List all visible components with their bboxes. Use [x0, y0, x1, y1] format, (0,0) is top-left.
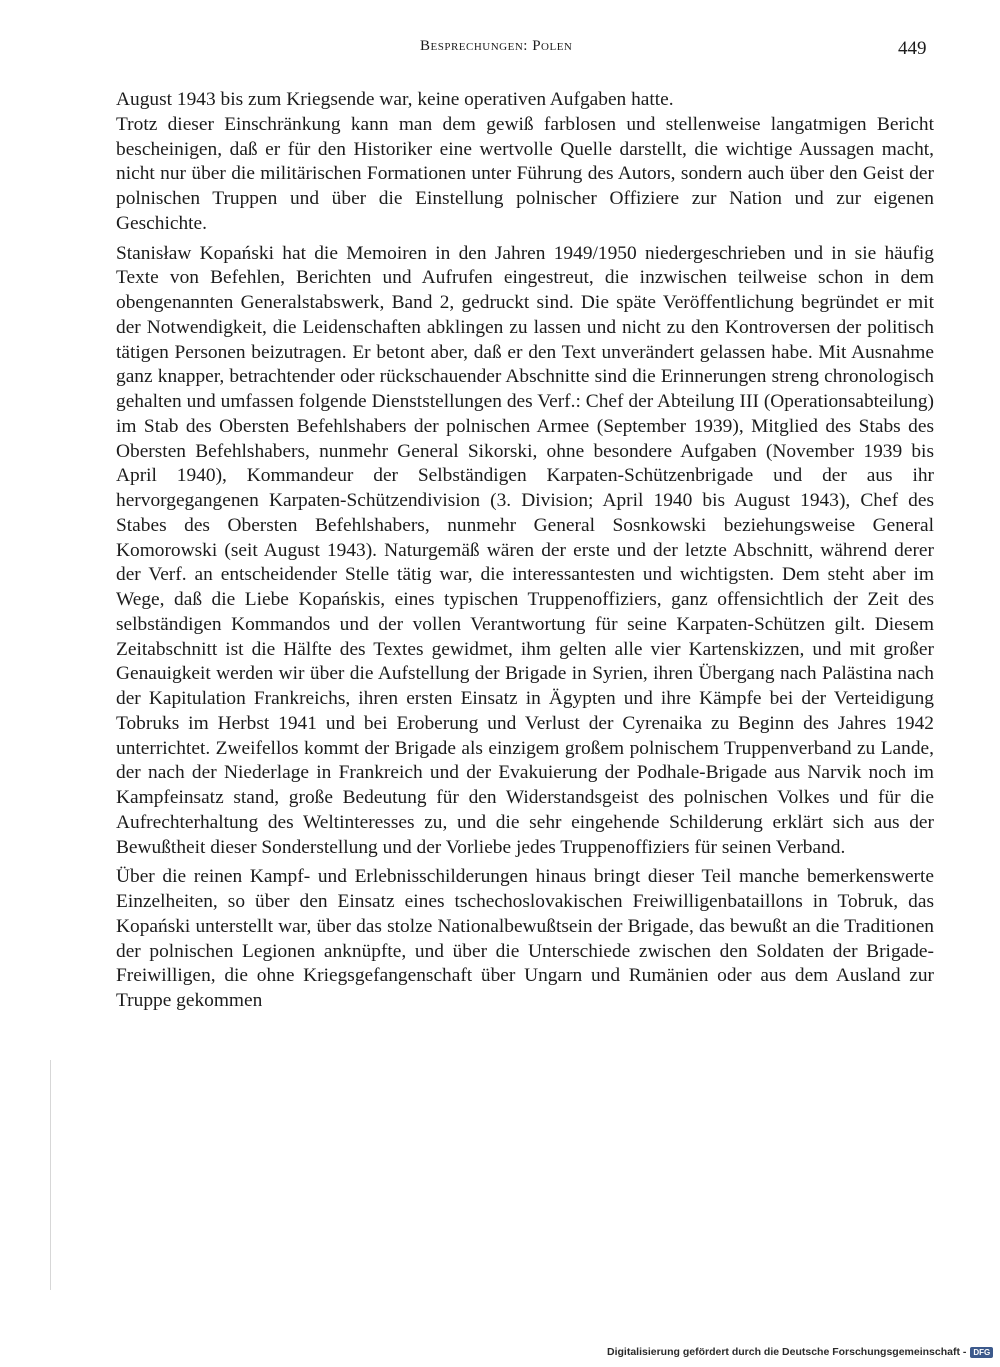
body-text	[116, 88, 934, 1014]
paragraph: Über die reinen Kampf- und Erlebnisschilderungen hinaus bringt dieser Teil manche bemerkenswerte Einzelheiten, so über den Einsatz eines tschechoslovakischen Freiwilligenbataillons in Tobruk, das Kopański unterstellt war, über das stolze Nationalbewußtsein der Brigade, das bewußt an die Traditionen der polnischen Legionen anknüpfte, und über die Unterschiede zwischen den Soldaten der Brigade-Freiwilligen, die ohne Kriegsgefangenschaft über Ungarn und Rumänien oder aus dem Ausland zur Truppe gekommen	[116, 866, 934, 1011]
paragraph: Trotz dieser Einschränkung kann man dem gewiß farblosen und stellenweise langatmigen Bericht bescheinigen, daß er für den Historiker eine wertvolle Quelle darstellt, die wichtige Aussagen macht, nicht nur über die militärischen Formationen unter Führung des Autors, sondern auch über den Geist der polnischen Truppen und über die Einstellung polnischer Offiziere zur Nation und zur eigenen Geschichte.	[116, 113, 934, 234]
paragraph: August 1943 bis zum Kriegsende war, keine operativen Aufgaben hatte.	[116, 89, 674, 110]
paragraph: Stanisław Kopański hat die Memoiren in den Jahren 1949/1950 niedergeschrieben und in sie häufig Texte von Befehlen, Berichten und Aufrufen eingestreut, die inzwischen teilweise schon in dem obengenannten Generalstabswerk, Band 2, gedruckt sind. Die späte Veröffentlichung begründet er mit der Notwendigkeit, die Leidenschaften abklingen zu lassen und nicht zu den Kontroversen der politisch tätigen Personen beizutragen. Er betont aber, daß er den Text unverändert gelassen habe. Mit Ausnahme ganz knapper, betrachtender oder rückschauender Abschnitte sind die Erinnerungen streng chronologisch gehalten und umfassen folgende Dienststellungen des Verf.: Chef der Abteilung III (Operationsabteilung) im Stab des Obersten Befehlshabers der polnischen Armee (September 1939), Mitglied des Stabs des Obersten Befehlshabers, nunmehr General Sikorski, ohne besondere Aufgaben (November 1939 bis April 1940), Kommandeur der Selbständigen Karpaten-Schützenbrigade und der aus ihr hervorgegangenen Karpaten-Schützendivision (3. Division; April 1940 bis August 1943), Chef des Stabes des Obersten Befehlshabers, nunmehr General Sosnkowski beziehungsweise General Komorowski (seit August 1943). Naturgemäß wären der erste und der letzte Abschnitt, während derer der Verf. an entscheidender Stelle tätig war, die interessantesten und wichtigsten. Dem steht aber im Wege, daß die Liebe Kopańskis, eines typischen Truppenoffiziers, ganz offensichtlich der Zeit des selbständigen Kommandos und der vollen Verantwortung für seine Karpaten-Schützen gilt. Diesem Zeitabschnitt ist die Hälfte des Textes gewidmet, ihm gelten alle vier Kartenskizzen, und mit großer Genauigkeit werden wir über die Aufstellung der Brigade in Syrien, ihren Übergang nach Palästina nach der Kapitulation Frankreichs, ihren ersten Einsatz in Ägypten und ihre Kämpfe bei der Verteidigung Tobruks im Herbst 1941 und bei Eroberung und Verlust der Cyrenaika zu Beginn des Jahres 1942 unterrichtet. Zweifellos kommt der Brigade als einzigem großem polnischem Truppenverband zu Lande, der nach der Niederlage in Frankreich und der Evakuierung der Podhale-Brigade aus Narvik noch im Kampfeinsatz stand, große Bedeutung für den Widerstandsgeist des polnischen Volkes und für die Aufrechterhaltung des Weltinteresses zu, und die sehr eingehende Schilderung erklärt sich aus der Bewußtheit dieser Sonderstellung und der Vorliebe jedes Truppenoffiziers für seinen Verband.	[116, 242, 934, 858]
margin-scan-line	[50, 1060, 51, 1290]
digitization-credit	[607, 1346, 993, 1358]
page-number: 449	[898, 38, 927, 59]
dfg-logo: DFG	[970, 1347, 993, 1358]
running-head: Besprechungen: Polen	[420, 38, 573, 54]
credit-text: Digitalisierung gefördert durch die Deutsche Forschungsgemeinschaft -	[607, 1346, 967, 1358]
